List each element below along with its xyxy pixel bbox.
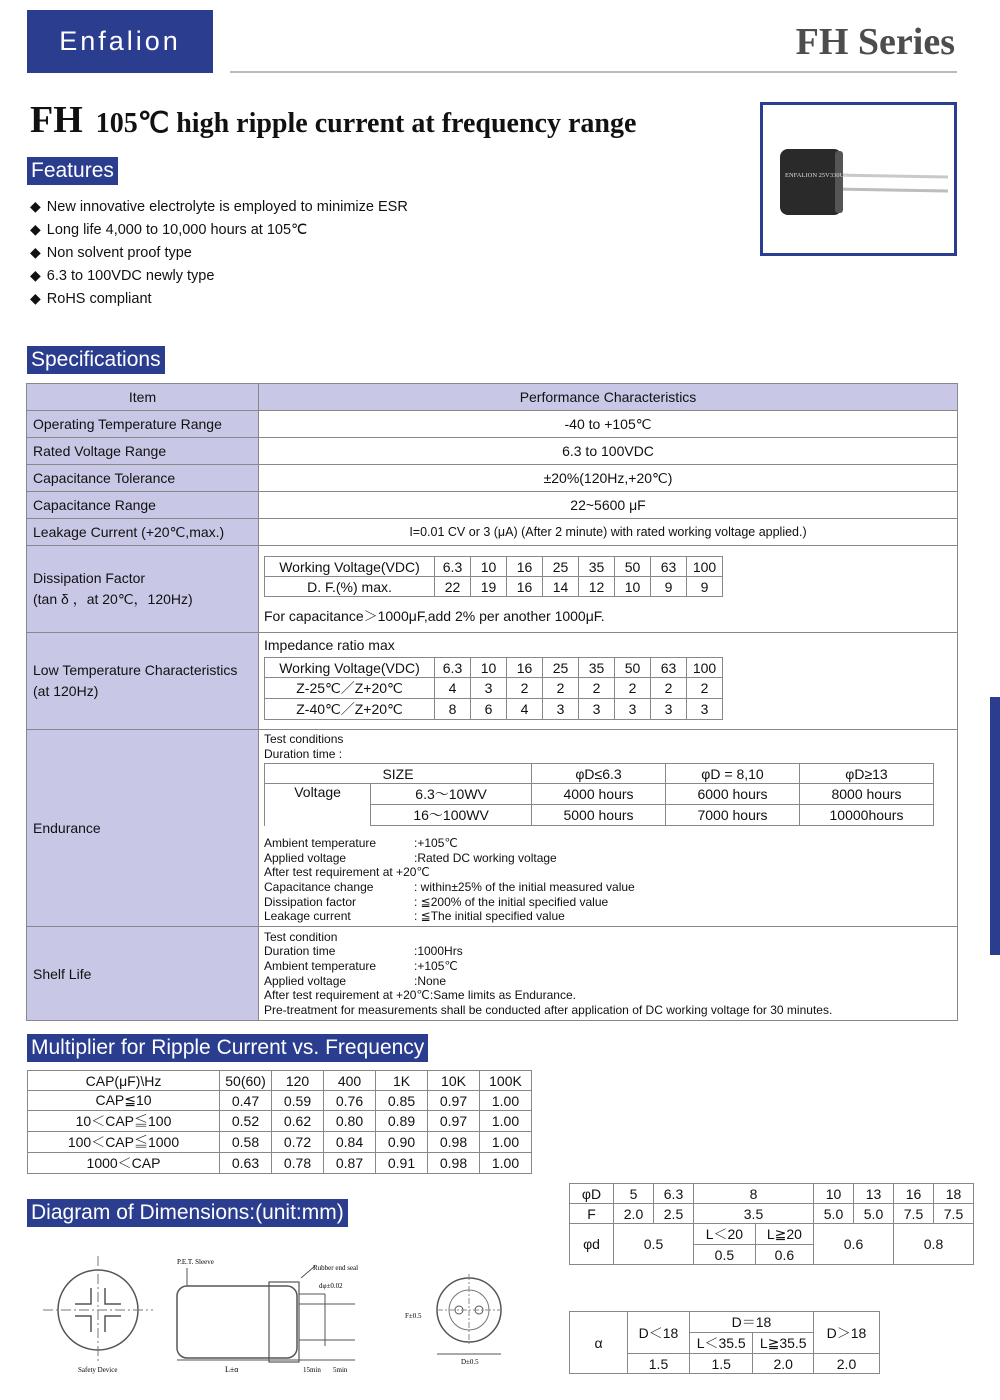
list-item xyxy=(264,895,952,910)
table-cell: 9 xyxy=(651,577,687,597)
table-cell: 16 xyxy=(507,557,543,577)
table-cell: 0.58 xyxy=(220,1132,272,1153)
table-cell: 0.97 xyxy=(428,1111,480,1132)
condition-key: Ambient temperature xyxy=(264,958,377,973)
photo-label: ENFALION 25V330UF xyxy=(785,172,848,179)
table-cell: 63 xyxy=(651,557,687,577)
endurance-cell xyxy=(259,730,958,927)
sleeve-label: P.E.T. Sleeve xyxy=(177,1258,214,1266)
condition-value: :+105℃ xyxy=(414,836,458,851)
table-cell: 0.90 xyxy=(376,1132,428,1153)
table-cell: 8 xyxy=(435,699,471,720)
table-cell: 50(60) xyxy=(220,1071,272,1091)
table-row xyxy=(27,492,958,519)
table-cell: L＜20 xyxy=(694,1224,756,1245)
table-cell: 16 xyxy=(894,1184,934,1204)
lowtemp-table xyxy=(264,657,723,720)
table-row xyxy=(28,1071,532,1091)
dissipation-factor-row xyxy=(27,546,958,633)
table-row xyxy=(570,1312,880,1333)
shelf-pretreatment: Pre-treatment for measurements shall be conducted after application of DC working voltage for 30 minutes. xyxy=(264,1002,833,1017)
table-cell: D＞18 xyxy=(814,1312,880,1354)
df-label: Dissipation Factor xyxy=(33,570,146,586)
table-cell: 6 xyxy=(471,699,507,720)
table-cell: 400 xyxy=(324,1071,376,1091)
series-title: FH Series xyxy=(795,21,955,63)
row-label xyxy=(27,546,259,633)
table-cell: 5.0 xyxy=(854,1204,894,1224)
table-cell: φD = 8,10 xyxy=(666,764,800,784)
table-row xyxy=(28,1132,532,1153)
table-cell: 10 xyxy=(615,577,651,597)
list-item xyxy=(264,880,952,895)
pitch-label: F±0.5 xyxy=(405,1312,422,1320)
table-cell: 2.0 xyxy=(614,1204,654,1224)
feature-item: ◆ RoHS compliant xyxy=(30,287,408,310)
table-row xyxy=(27,411,958,438)
list-item xyxy=(264,974,952,989)
list-item xyxy=(264,836,952,851)
seal-label: Rubber end seal xyxy=(313,1264,359,1272)
table-cell: 0.72 xyxy=(272,1132,324,1153)
header-divider xyxy=(230,71,957,73)
table-cell: 2 xyxy=(579,678,615,699)
condition-value: :1000Hrs xyxy=(414,944,463,959)
lowtemp-label: Low Temperature Characteristics xyxy=(33,662,238,678)
table-cell: 63 xyxy=(651,658,687,678)
table-row xyxy=(27,438,958,465)
table-cell: 6.3～10WV xyxy=(371,784,532,805)
feature-item: ◆ Long life 4,000 to 10,000 hours at 105℃ xyxy=(30,218,408,241)
table-cell: 7.5 xyxy=(894,1204,934,1224)
table-cell: 50 xyxy=(615,658,651,678)
table-row xyxy=(28,1091,532,1111)
table-cell: 0.5 xyxy=(614,1224,694,1265)
table-row xyxy=(28,1111,532,1132)
table-cell: 13 xyxy=(854,1184,894,1204)
side-tab xyxy=(990,697,1000,955)
table-cell: D＝18 xyxy=(690,1312,814,1333)
table-cell: 0.98 xyxy=(428,1153,480,1174)
table-cell: Working Voltage(VDC) xyxy=(265,658,435,678)
table-cell: 19 xyxy=(471,577,507,597)
table-cell: 0.76 xyxy=(324,1091,376,1111)
table-cell: Working Voltage(VDC) xyxy=(265,557,435,577)
table-cell: 1.5 xyxy=(628,1354,690,1374)
table-cell: 0.6 xyxy=(755,1245,813,1265)
table-cell: 3 xyxy=(687,699,723,720)
table-cell: 0.84 xyxy=(324,1132,376,1153)
endurance-duration: Duration time : xyxy=(264,746,343,761)
list-item xyxy=(264,959,952,974)
table-cell: 0.47 xyxy=(220,1091,272,1111)
df-sublabel: (tan δ ，at 20℃，120Hz) xyxy=(33,591,193,607)
table-cell: 2 xyxy=(507,678,543,699)
table-cell: 16 xyxy=(507,658,543,678)
table-cell: 2 xyxy=(543,678,579,699)
lead-min-label: 5min xyxy=(333,1366,348,1374)
table-cell: 5000 hours xyxy=(532,805,666,826)
table-cell: 3 xyxy=(579,699,615,720)
table-cell: 35 xyxy=(579,658,615,678)
row-label: Leakage Current (+20℃,max.) xyxy=(27,519,259,546)
table-cell: 25 xyxy=(543,658,579,678)
lowtemp-caption: Impedance ratio max xyxy=(264,637,395,653)
condition-key: Applied voltage xyxy=(264,850,347,865)
lead-min-label: 15min xyxy=(303,1366,321,1374)
table-cell: 12 xyxy=(579,577,615,597)
dimensions-heading: Diagram of Dimensions:(unit:mm) xyxy=(27,1199,348,1227)
table-cell: 100 xyxy=(687,557,723,577)
table-cell: 5 xyxy=(614,1184,654,1204)
low-temperature-row xyxy=(27,633,958,730)
table-cell: 2.0 xyxy=(814,1354,880,1374)
length-tolerance-table xyxy=(569,1311,880,1374)
table-row xyxy=(265,557,723,577)
list-item xyxy=(264,930,952,945)
row-label: Operating Temperature Range xyxy=(27,411,259,438)
table-cell: 0.63 xyxy=(220,1153,272,1174)
table-cell: φD≥13 xyxy=(800,764,934,784)
table-cell: 2.0 xyxy=(753,1354,814,1374)
table-cell: 0.89 xyxy=(376,1111,428,1132)
table-cell: α xyxy=(570,1312,628,1374)
brand-logo: Enfalion xyxy=(27,10,213,73)
list-item xyxy=(264,851,952,866)
safety-label: Safety Device xyxy=(78,1366,118,1374)
table-cell: 0.98 xyxy=(428,1132,480,1153)
table-cell: 3 xyxy=(615,699,651,720)
ripple-table xyxy=(27,1070,532,1174)
table-cell: 6000 hours xyxy=(666,784,800,805)
table-row xyxy=(265,784,934,805)
list-item xyxy=(264,865,952,880)
table-row xyxy=(265,658,723,678)
table-cell: 1K xyxy=(376,1071,428,1091)
shelf-life-cell xyxy=(259,926,958,1021)
ripple-heading: Multiplier for Ripple Current vs. Frequency xyxy=(27,1034,428,1062)
table-cell: 1.5 xyxy=(690,1354,753,1374)
title-text: 105℃ high ripple current at frequency range xyxy=(95,108,637,139)
table-cell: 10 xyxy=(471,557,507,577)
df-note: For capacitance＞1000μF,add 2% per another 1000μF. xyxy=(264,608,605,624)
table-cell: 8000 hours xyxy=(800,784,934,805)
table-cell: 18 xyxy=(934,1184,974,1204)
table-cell: 8 xyxy=(694,1184,814,1204)
table-cell: 6.3 xyxy=(435,557,471,577)
table-cell: 4000 hours xyxy=(532,784,666,805)
table-cell: 2 xyxy=(687,678,723,699)
lead-diameter-label: dφ±0.02 xyxy=(319,1282,343,1290)
table-cell: 1.00 xyxy=(480,1111,532,1132)
table-cell: 0.8 xyxy=(894,1224,974,1265)
list-item xyxy=(264,909,952,924)
table-row xyxy=(570,1184,974,1204)
shelf-note: After test requirement at +20℃:Same limits as Endurance. xyxy=(264,988,576,1003)
shelf-life-row xyxy=(27,926,958,1021)
table-cell: 0.52 xyxy=(220,1111,272,1132)
table-cell: SIZE xyxy=(265,764,532,784)
specifications-heading: Specifications xyxy=(27,346,165,374)
table-row xyxy=(27,519,958,546)
table-cell: 16 xyxy=(507,577,543,597)
table-cell: 50 xyxy=(615,557,651,577)
table-cell: 14 xyxy=(543,577,579,597)
table-cell: F xyxy=(570,1204,614,1224)
table-cell: 4 xyxy=(435,678,471,699)
side-view xyxy=(177,1258,358,1374)
endurance-row xyxy=(27,730,958,927)
endurance-conditions xyxy=(264,836,952,924)
table-cell: 3 xyxy=(543,699,579,720)
table-row xyxy=(570,1224,974,1245)
table-cell: D＜18 xyxy=(628,1312,690,1354)
table-cell: 0.78 xyxy=(272,1153,324,1174)
row-value: 6.3 to 100VDC xyxy=(259,438,958,465)
feature-item: ◆ Non solvent proof type xyxy=(30,241,408,264)
condition-key: Dissipation factor xyxy=(264,894,357,909)
features-heading: Features xyxy=(27,157,118,185)
table-cell: φD≤6.3 xyxy=(532,764,666,784)
table-cell: 100K xyxy=(480,1071,532,1091)
table-row xyxy=(570,1204,974,1224)
table-cell: 120 xyxy=(272,1071,324,1091)
diameter-label: D±0.5 xyxy=(461,1358,479,1366)
row-label: Capacitance Tolerance xyxy=(27,465,259,492)
table-cell: 1.00 xyxy=(480,1091,532,1111)
row-label: Rated Voltage Range xyxy=(27,438,259,465)
table-cell: 0.5 xyxy=(694,1245,756,1265)
lead-dimension-table xyxy=(569,1183,974,1265)
product-photo xyxy=(760,102,957,256)
table-cell: 4 xyxy=(507,699,543,720)
condition-key: Duration time xyxy=(264,944,336,959)
bottom-view-diagram xyxy=(405,1268,530,1368)
condition-value: :Rated DC working voltage xyxy=(414,850,557,865)
table-cell: 0.91 xyxy=(376,1153,428,1174)
table-cell: 25 xyxy=(543,557,579,577)
capacitor-image xyxy=(763,105,954,253)
feature-item: ◆ 6.3 to 100VDC newly type xyxy=(30,264,408,287)
row-label: Endurance xyxy=(27,730,259,927)
row-value: ±20%(120Hz,+20℃) xyxy=(259,465,958,492)
table-cell: 2.5 xyxy=(654,1204,694,1224)
condition-value: : ≦The initial specified value xyxy=(414,909,565,924)
table-cell: CAP(μF)\Hz xyxy=(28,1071,220,1091)
df-table xyxy=(264,556,723,597)
table-cell: 22 xyxy=(435,577,471,597)
condition-key: Test condition xyxy=(264,929,338,944)
lowtemp-cell xyxy=(259,633,958,730)
table-cell: φd xyxy=(570,1224,614,1265)
condition-key: Ambient temperature xyxy=(264,836,377,851)
table-row xyxy=(265,678,723,699)
table-cell: 100＜CAP≦1000 xyxy=(28,1132,220,1153)
table-cell: 100 xyxy=(687,658,723,678)
condition-value: : within±25% of the initial measured value xyxy=(414,879,635,894)
table-cell: 3 xyxy=(471,678,507,699)
row-label xyxy=(27,633,259,730)
table-cell: Voltage xyxy=(265,784,371,826)
table-cell: Z-25℃／Z+20℃ xyxy=(265,678,435,699)
table-cell: 0.87 xyxy=(324,1153,376,1174)
condition-value: :None xyxy=(414,973,447,988)
page-title xyxy=(30,98,636,142)
condition-key: Leakage current xyxy=(264,909,351,924)
row-label: Capacitance Range xyxy=(27,492,259,519)
table-cell: 1.00 xyxy=(480,1153,532,1174)
table-cell: 0.80 xyxy=(324,1111,376,1132)
condition-value: : ≦200% of the initial specified value xyxy=(414,894,609,909)
condition-value: :+105℃ xyxy=(414,958,458,973)
table-cell: L＜35.5 xyxy=(690,1333,753,1354)
table-cell: 0.59 xyxy=(272,1091,324,1111)
condition-key: Applied voltage xyxy=(264,973,347,988)
row-label: Shelf Life xyxy=(27,926,259,1021)
table-cell: Z-40℃／Z+20℃ xyxy=(265,699,435,720)
length-label: L±α xyxy=(225,1365,239,1374)
table-cell: 5.0 xyxy=(814,1204,854,1224)
title-code: FH xyxy=(30,99,83,141)
table-cell: 1.00 xyxy=(480,1132,532,1153)
table-cell: 10 xyxy=(471,658,507,678)
table-cell: 3.5 xyxy=(694,1204,814,1224)
safety-device-view xyxy=(43,1256,153,1374)
col-performance: Performance Characteristics xyxy=(259,384,958,411)
table-row xyxy=(28,1153,532,1174)
table-cell: 1000＜CAP xyxy=(28,1153,220,1174)
table-cell: 16～100WV xyxy=(371,805,532,826)
specifications-table xyxy=(26,383,958,1021)
table-cell: 0.62 xyxy=(272,1111,324,1132)
table-cell: 0.6 xyxy=(814,1224,894,1265)
table-cell: φD xyxy=(570,1184,614,1204)
table-cell: 2 xyxy=(651,678,687,699)
condition-key: After test requirement at +20℃ xyxy=(264,865,430,880)
table-cell: 9 xyxy=(687,577,723,597)
df-cell xyxy=(259,546,958,633)
table-row xyxy=(27,465,958,492)
table-cell: 7.5 xyxy=(934,1204,974,1224)
row-value: -40 to +105℃ xyxy=(259,411,958,438)
table-cell: L≧20 xyxy=(755,1224,813,1245)
table-cell: CAP≦10 xyxy=(28,1091,220,1111)
table-cell: 6.3 xyxy=(435,658,471,678)
table-cell: L≧35.5 xyxy=(753,1333,814,1354)
table-cell: 0.97 xyxy=(428,1091,480,1111)
table-cell: 2 xyxy=(615,678,651,699)
table-cell: 6.3 xyxy=(654,1184,694,1204)
table-row xyxy=(265,577,723,597)
list-item xyxy=(264,944,952,959)
endurance-test-conditions: Test conditions xyxy=(264,732,344,746)
condition-key: Capacitance change xyxy=(264,879,374,894)
table-cell: 10＜CAP≦100 xyxy=(28,1111,220,1132)
endurance-table xyxy=(264,763,934,826)
table-cell: 35 xyxy=(579,557,615,577)
col-item: Item xyxy=(27,384,259,411)
table-row xyxy=(265,764,934,784)
features-list xyxy=(30,195,408,310)
table-cell: 10000hours xyxy=(800,805,934,826)
table-cell: 3 xyxy=(651,699,687,720)
lowtemp-sublabel: (at 120Hz) xyxy=(33,683,99,699)
table-row xyxy=(265,699,723,720)
row-value: I=0.01 CV or 3 (μA) (After 2 minute) with rated working voltage applied.) xyxy=(259,519,958,546)
dimension-diagram xyxy=(25,1248,445,1378)
table-cell: 10K xyxy=(428,1071,480,1091)
row-value: 22~5600 μF xyxy=(259,492,958,519)
feature-item: ◆ New innovative electrolyte is employed to minimize ESR xyxy=(30,195,408,218)
table-cell: 7000 hours xyxy=(666,805,800,826)
table-cell: D. F.(%) max. xyxy=(265,577,435,597)
table-cell: 10 xyxy=(814,1184,854,1204)
table-cell: 0.85 xyxy=(376,1091,428,1111)
